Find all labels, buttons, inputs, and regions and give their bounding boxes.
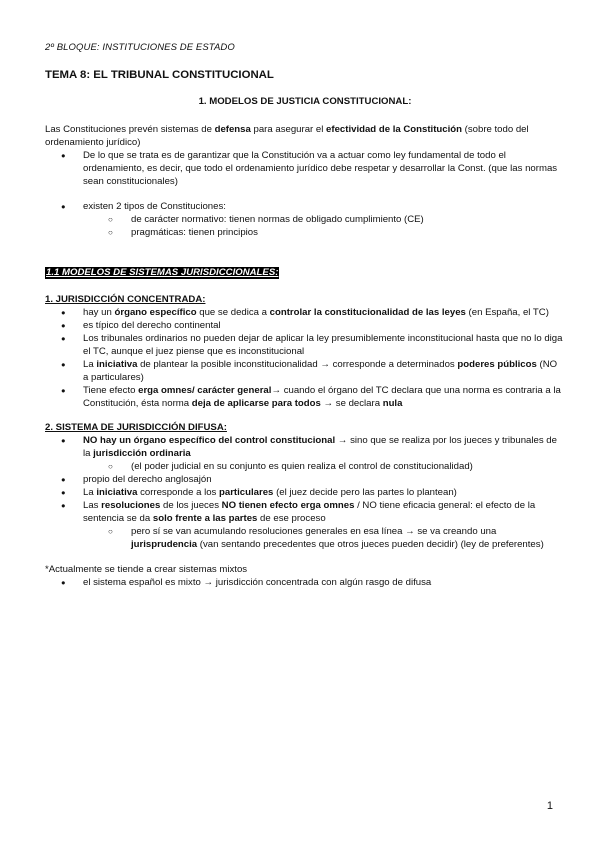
difusa-list — [45, 434, 565, 551]
note-paragraph: *Actualmente se tiende a crear sistemas mixtos — [45, 564, 248, 575]
list-subitem: ○ (el poder judicial en su conjunto es quien realiza el control de constitucionalidad) — [45, 460, 565, 473]
section-heading-1: 1. MODELOS DE JUSTICIA CONSTITUCIONAL: — [198, 96, 412, 107]
section-heading-1-1: 1.1 MODELOS DE SISTEMAS JURISDICCIONALES: — [46, 267, 279, 278]
list-item: ● Las resoluciones de los jueces NO tienen efecto erga omnes / NO tiene eficacia general: el efecto de la sentencia se da solo frente a las partes de ese proceso — [45, 499, 565, 525]
list-item: ● De lo que se trata es de garantizar que la Constitución va a actuar como ley fundamental de todo el ordenamiento, es decir, que todo el ordenamiento jurídico debe respetar y desarrollar la Const. (que las normas sean constitucionales) — [45, 149, 565, 188]
list-subitem: ○ pero sí se van acumulando resoluciones generales en esa línea → se va creando una jurisprudencia (van sentando precedentes que otros jueces pueden decidir) (ley de preferentes) — [45, 525, 565, 551]
page-number: 1 — [546, 800, 553, 812]
subheading-concentrada: 1. JURISDICCIÓN CONCENTRADA: — [45, 294, 206, 305]
page-content — [45, 42, 565, 589]
list-item: ● La iniciativa de plantear la posible inconstitucionalidad → corresponde a determinados poderes públicos (NO a particulares) — [45, 358, 565, 384]
page-title: TEMA 8: EL TRIBUNAL CONSTITUCIONAL — [45, 69, 274, 81]
list-item: ● NO hay un órgano específico del control constitucional → sino que se realiza por los jueces y tribunales de la jurisdicción ordinaria — [45, 434, 565, 460]
intro-list — [45, 149, 565, 239]
list-item: ● Tiene efecto erga omnes/ carácter general→ cuando el órgano del TC declara que una norma es contraria a la Constitución, ésta norma deja de aplicarse para todos → se declara nula — [45, 384, 565, 410]
subheading-difusa: 2. SISTEMA DE JURISDICCIÓN DIFUSA: — [45, 422, 227, 433]
list-item: ● Los tribunales ordinarios no pueden dejar de aplicar la ley presumiblemente inconstitucional hasta que no lo diga el TC, aunque el juez piense que es inconstitucional — [45, 332, 565, 358]
list-item: ● es típico del derecho continental — [45, 319, 565, 332]
list-item: ● existen 2 tipos de Constituciones: — [45, 200, 565, 213]
list-item: ● hay un órgano específico que se dedica a controlar la constitucionalidad de las leyes (en España, el TC) — [45, 306, 565, 319]
list-subitem: ○ de carácter normativo: tienen normas de obligado cumplimiento (CE) — [45, 213, 565, 226]
list-item: ● La iniciativa corresponde a los particulares (el juez decide pero las partes lo plantean) — [45, 486, 565, 499]
concentrada-list — [45, 306, 565, 410]
intro-paragraph: Las Constituciones prevén sistemas de defensa para asegurar el efectividad de la Constitución (sobre todo del ordenamiento jurídico) — [45, 124, 529, 148]
list-item: ● el sistema español es mixto → jurisdicción concentrada con algún rasgo de difusa — [45, 576, 565, 589]
list-subitem: ○ pragmáticas: tienen principios — [45, 226, 565, 239]
block-header: 2º BLOQUE: INSTITUCIONES DE ESTADO — [45, 42, 235, 53]
note-list — [45, 576, 565, 589]
list-item: ● propio del derecho anglosajón — [45, 473, 565, 486]
